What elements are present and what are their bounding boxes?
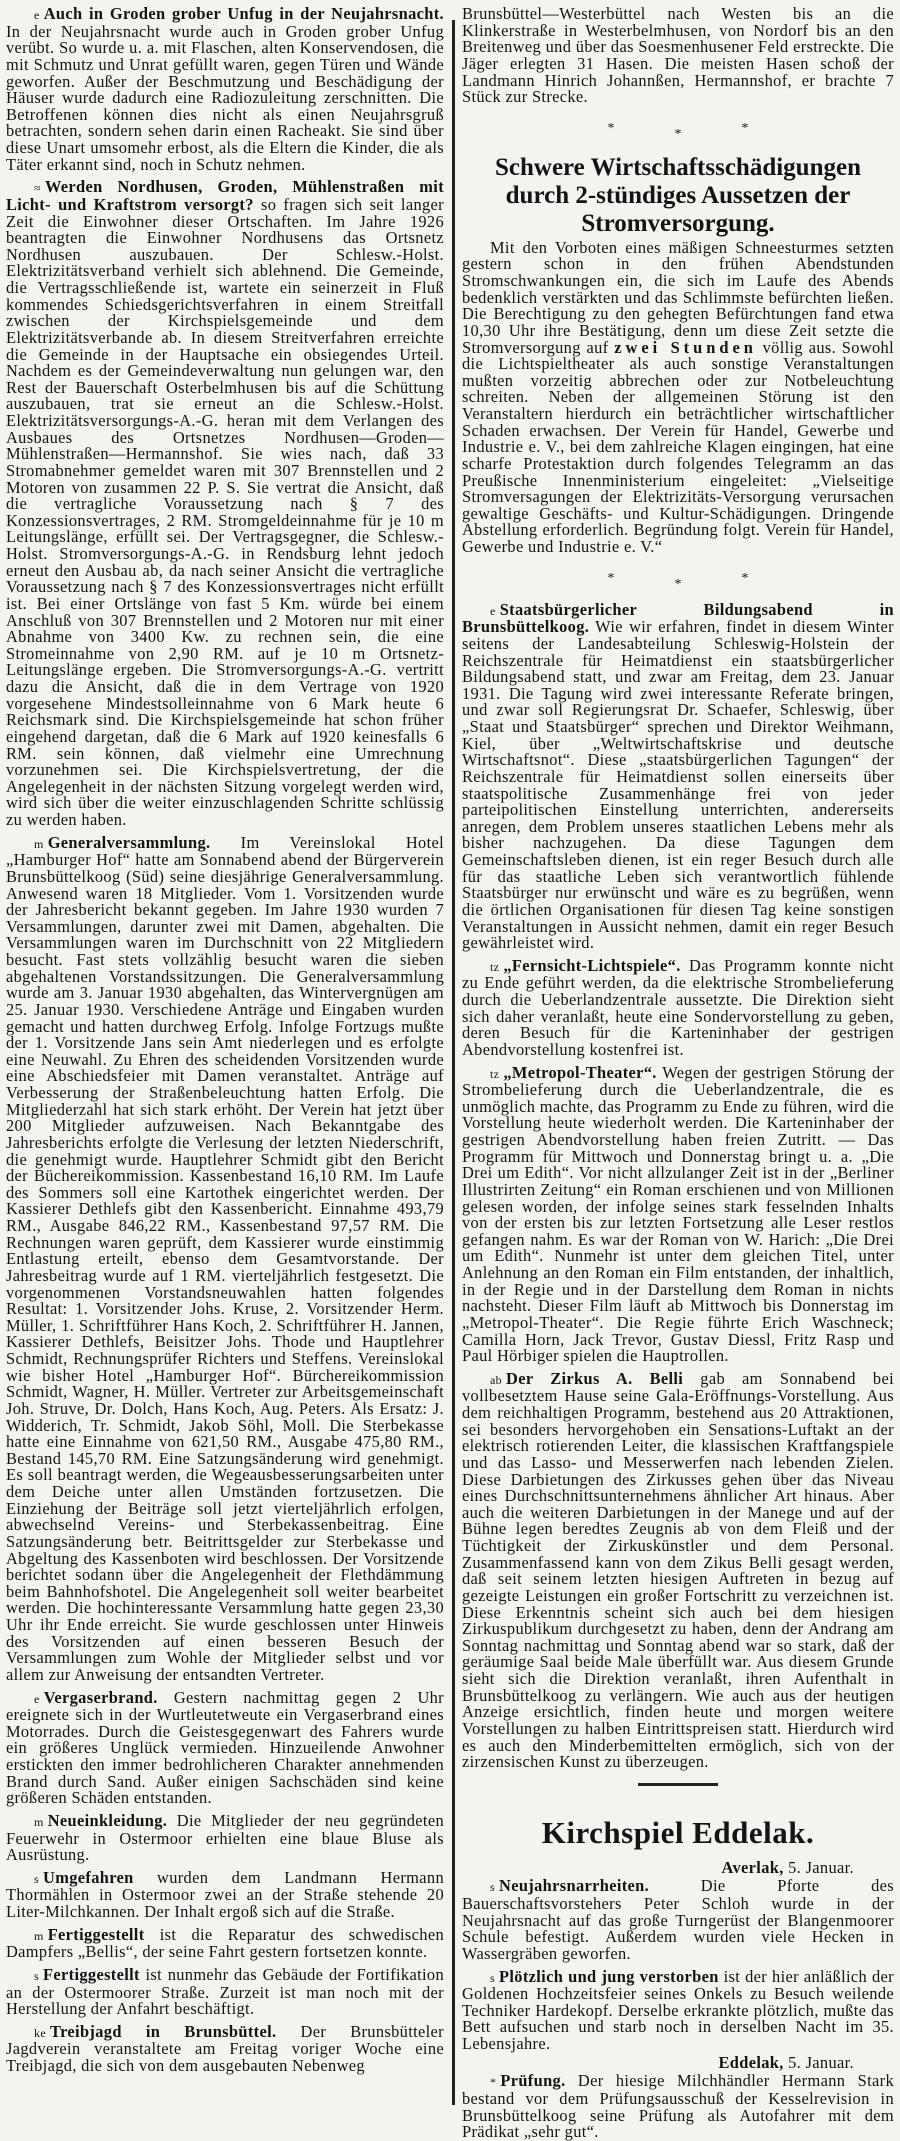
item-body: Die Pforte des Bauerschaftsvorstehers Peter Schloh wurde in der Neujahrsnacht auf das große Turngerüst der Blangenmoorer Schule befestigt. Außerdem wurden viele Hecken in Wassergräben geworfen. — [462, 1876, 894, 1963]
item-body: so fragen sich seit langer Zeit die Einwohner dieser Ortschaften. Im Jahre 1926 beantragten die Einwohner Nordhusens das Ortsnetz Nordhusen auszubauen. Der Schlesw.-Holst. Elektrizitätsverband verhielt sich ablehnend. Die Gemeinde, die Vertragsschließende ist, wartete ein seinerzeit in Fluß kommendes Schiedsgerichtsverfahren in einem Streitfall zwischen der Kirchspielsgemeinde und dem Elektrizitätsverbande ab. In diesem Streitverfahren erreichte die Gemeinde in der Hauptsache ein obsiegendes Urteil. Nachdem es der Gemeindeverwaltung nun gelungen war, den Rest der Bauerschaft Osterbelmhusen bis auf die Schüttung auszubauen, trat sie erneut an die Schlesw.-Holst. Elektrizitätsversorgungs-A.-G. heran mit dem Verlangen des Ausbaues des Ortsnetzes Nordhusen—Groden—Mühlenstraßen—Hermannshof. Sie wies nach, daß 33 Stromabnehmer gemeldet waren mit 307 Brennstellen und 2 Motoren von zusammen 22 P. S. Sie vertrat die Ansicht, daß die vertragliche Voraussetzung nach § 7 des Konzessionsvertrages, 2 RM. Stromgeldeinnahme für je 10 m Leitungslänge, erfüllt sei. Der Vertragsgegner, die Schlesw.-Holst. Stromversorgungs-A.-G. in Rendsburg lehnt jedoch erneut den Ausbau ab, da nach seiner Ansicht die vertragliche Voraussetzung nach § 7 des Konzessionsvertrages nicht erfüllt ist. Bei einer Ortslänge von fast 5 Km. würde bei einem Anschluß von 307 Brennstellen und 2 Motoren nur mit einer Abnahme von 3400 Kw. zu rechnen sein, die eine Stromeinnahme von 2,90 RM. auf je 10 m Ortsnetz-Leitungslänge ergeben. Die Stromversorgungs-A.-G. vertritt dazu die Ansicht, daß die in dem Vertrage von 1920 vorgesehene Mindestsolleinnahme von 6 Mark heute 6 Reichsmark sind. Die Kirchspielsgemeinde hat schon früher eingehend dargetan, daß die 6 Mark auf 1920 keinesfalls 6 RM. sein können, daß vielmehr eine Umrechnung vorzunehmen sei. Die Kirchspielsvertretung, der die Angelegenheit in der nächsten Sitzung vorgelegt werden wird, wird sich über die weiter einzuschlagenden Schritte schlüssig zu werden haben. — [6, 194, 444, 829]
item-lead: Vergaserbrand. — [43, 1687, 158, 1707]
item-lead: Neueinkleidung. — [47, 1810, 168, 1830]
item-lead: Der Zirkus A. Belli — [506, 1368, 684, 1388]
item-marker: ≈ — [34, 181, 41, 196]
item-body: Wie wir erfahren, findet in diesem Winter seitens der Landesabteilung Schleswig-Holstein der Reichszentrale für Heimatdienst ein staatsbürgerlicher Bildungsabend statt, und zwar am Freitag, dem 23. Januar 1931. Die Tagung wird zwei interessante Referate bringen, und zwar soll Regierungsrat Dr. Schaefer, Schleswig, über „Staat und Staatsbürger“ sprechen und Direktor Weihmann, Kiel, über „Weltwirtschaftskrise und deutsche Wirtschaftsnot“. Diese „staatsbürgerlichen Tagungen“ der Reichszentrale für Heimatdienst sollen einerseits über staatspolitische Zusammenhänge frei von jeder parteipolitischen Einstellung unterrichten, andererseits anregen, dem Problem unseres staatlichen Lebens mehr als bisher nachzugehen. Da diese Tagungen dem Gemeinschaftsleben dienen, ist ein reger Besuch durch alle für das staatliche Leben sich verantwortlich fühlende Staatsbürger nur erwünscht und wäre es zu begrüßen, wenn die örtlichen Organisationen für diesen Tag keine sonstigen Veranstaltungen in Aussicht nehmen, damit ein reger Besuch gewährleistet wird. — [462, 617, 894, 953]
item-body: ist die Reparatur des schwedischen Dampfers „Bellis“, der seine Fahrt gestern fortsetzen konnte. — [6, 1924, 444, 1962]
item-lead: Fertiggestellt — [47, 1924, 145, 1944]
star-icon: * — [741, 120, 809, 136]
news-item — [6, 6, 444, 173]
news-item — [462, 2073, 894, 2141]
continued-article-text: Brunsbüttel—Westerbüttel nach Westen bis an die Klinkerstraße in Westerbelmhusen, von Nordorf bis an den Breitenweg und über das Soesmenhusener Feld erstreckte. Die Jäger erlegten 31 Hasen. Die meisten Hasen schoß der Landmann Hinrich Johannßen, Hermannshof, er brachte 7 Stück zur Strecke. — [462, 4, 894, 107]
item-lead: Fertiggestellt — [43, 1964, 140, 1984]
item-marker: tz — [490, 1066, 500, 1081]
item-lead: Werden Nordhusen, Groden, Mühlenstraßen mit Licht- und Kraftstrom versorgt? — [6, 177, 444, 214]
item-body: Der hiesige Milchhändler Hermann Stark bestand vor dem Prüfungsausschuß der Kesselrevision in Brunsbüttelkoog seine Prüfung als Autofahrer mit dem Prädikat „sehr gut“. — [462, 2071, 894, 2141]
item-lead: Umgefahren — [43, 1867, 134, 1887]
item-body: Im Vereinslokal Hotel „Hamburger Hof“ hatte am Sonnabend abend der Bürgerverein Brunsbüttelkoog (Süd) seine diesjährige Generalversammlung. Anwesend waren 18 Mitglieder. Vom 1. Vorsitzenden wurde der Jahresbericht bekannt gegeben. Im Jahre 1930 wurden 7 Versammlungen, darunter zwei mit Damen, abgehalten. Die Versammlungen waren im Durchschnitt von 22 Mitgliedern besucht. Fast stets vollzählig besucht waren die sieben abgehaltenen Vorstandssitzungen. Die Generalversammlung wurde am 3. Januar 1930 abgehalten, das Wintervergnügen am 25. Januar 1930. Verschiedene Anträge und Eingaben wurden gemacht und hatten durchweg Erfolg. Infolge Fortzugs mußte der 1. Vorsitzende Jans sein Amt niederlegen und es erfolgte eine Neuwahl. Zu Ehren des scheidenden Vorsitzenden wurde eine Abschiedsfeier mit Damen veranstaltet. Anträge auf Verbesserung der Straßenbeleuchtung hatten Erfolg. Die Mitgliederzahl hat sich stark erhöht. Der Verein hat jetzt über 200 Mitglieder aufzuweisen. Nach Bekanntgabe des Jahresberichts erfolgte die Verlesung der letzten Niederschrift, die genehmigt wurde. Hauptlehrer Schmidt gibt den Bericht der Büchereikommission. Kassenbestand 16,10 RM. Im Laufe des Sommers soll eine Kartothek eingerichtet werden. Der Kassierer Dethlefs gibt den Kassenbericht. Einnahme 493,79 RM., Ausgabe 846,22 RM., Kassenbestand 97,57 RM. Die Rechnungen waren geprüft, dem Kassierer wurde einstimmig Entlastung erteilt, ebenso dem Gesamtvorstande. Der Jahresbeitrag wurde auf 1 RM. vierteljährlich festgesetzt. Die vorgenommenen Vorstandsneuwahlen hatten folgendes Resultat: 1. Vorsitzender Johs. Kruse, 2. Vorsitzender Herm. Müller, 1. Schriftführer Hans Koch, 2. Schriftführer H. Jannen, Kassierer Dethlefs, Beisitzer Johs. Thode und Hauptlehrer Schmidt, Rechnungsprüfer Richters und Steffens. Vereinslokal wie bisher Hotel „Hamburger Hof“. Bürchereikommission Schmidt, Wagner, H. Müller. Vertreter zur Arbeitsgemeinschaft Joh. Struve, Dr. Dolch, Hans Koch, Aug. Peters. Als Ersatz: J. Widderich, Tr. Schmidt, Jakob Söhl, Moll. Die Sterbekasse hatte eine Einnahme von 621,50 RM., Ausgabe 475,80 RM., Bestand 145,70 RM. Eine Satzungsänderung wird genehmigt. Es soll beantragt werden, die Wegeausbesserungsarbeiten unter dem Deiche unter allen Umständen fortzusetzen. Die Einziehung der Beiträge soll jetzt vierteljährlich erfolgen, abwechselnd Vereins- und Sterbekassenbeitrag. Eine Satzungsänderung betr. Beitrittsgelder zur Sterbekasse und Abgeltung des Kassenboten wird beschlossen. Der Vorsitzende berichtet sodann über die Angelegenheit der Flethdämmung beim Bahnhofshotel. Die Angelegenheit soll weiter bearbeitet werden. Die hochinteressante Versammlung hatte gegen 23,30 Uhr ihr Ende erreicht. Sie wurde geschlossen unter Hinweis des Vorsitzenden auf einen besseren Besuch der Versammlungen zum Wohle der Mitglieder selbst und vor allem zur Anweisung der entsandten Vertreter. — [6, 832, 444, 1684]
news-item — [462, 1966, 894, 2053]
item-marker: s — [34, 1968, 40, 1983]
item-lead: Auch in Groden grober Unfug in der Neujahrsnacht. — [43, 4, 444, 23]
news-item — [462, 955, 894, 1059]
averlak-articles — [462, 1878, 894, 2052]
news-item — [6, 1924, 444, 1962]
star-icon: * — [674, 126, 742, 142]
item-marker: s — [490, 1970, 496, 1985]
news-item — [6, 1687, 444, 1808]
news-item — [6, 832, 444, 1684]
item-body: gab am Sonnabend bei vollbesetztem Hause seine Gala-Eröffnungs-Vorstellung. Aus dem reichhaltigen Programm, bestehend aus 20 Attraktionen, sei besonders hervorgehoben ein Sensations-Luftakt an der elektrisch rotierenden Leiter, die klassischen Kraftfangspiele und das Lasso- und Messerwerfen nach lebenden Zielen. Diese Darbietungen des Zirkusses gehen über das Niveau eines Durchschnittsunternehmens ähnlicher Art hinaus. Aber auch die weiteren Darbietungen in der Manege und auf der Bühne legen beredtes Zeugnis ab von dem Fleiß und der Tüchtigkeit der Zirkuskünstler und dem Personal. Zusammenfassend kann von dem Zikus Belli gesagt werden, daß seit seinem letzten hiesigen Auftreten in bezug auf gezeigte Leistungen ein großer Fortschritt zu verzeichnen ist. Diese Erkenntnis scheint sich auch bei dem hiesigen Zirkuspublikum durchgesetzt zu haben, denn der Andrang am Sonntag nachmittag und Sonntag abend war so stark, daß der geräumige Saal beide Male überfüllt war. Aus diesem Grunde sieht sich die Direktion veranlaßt, ihren Aufenthalt in Brunsbüttelkoog zu verlängern. Wie auch aus der heutigen Anzeige ersichtlich, finden heute und morgen weitere Vorstellungen zu halben Eintrittspreisen statt. Hierdurch wird es auch den Minderbemittelten ermöglich, sich von der zirzensischen Kunst zu überzeugen. — [462, 1368, 894, 1772]
news-item — [6, 179, 444, 828]
item-body: Wegen der gestrigen Störung der Strombelieferung durch die Ueberlandzentrale, die es unmöglich machte, das Programm zu Ende zu führen, wird die Vorstellung heute wiederholt werden. Die Karteninhaber der gestrigen Abendvorstellung haben freien Zutritt. — Das Programm für Mittwoch und Donnerstag bringt u. a. „Die Drei um Edith“. Vor nicht allzulanger Zeit ist in der „Berliner Illustrirten Zeitung“ ein Roman erschienen und von Millionen gelesen worden, der infolge seines stark fesselnden Inhalts von der ersten bis zur letzten Fortsetzung alle Leser restlos gefangen nahm. Es war der Roman von W. Harich: „Die Drei um Edith“. Nunmehr ist unter dem gleichen Titel, unter Anlehnung an den Roman ein Film entstanden, der inhaltlich, in der Regie und in der Darstellung dem Roman in nichts nachsteht. Dieser Film läuft ab Mittwoch bis Donnerstag im „Metropol-Theater“. Die Regie führte Erich Waschneck; Camilla Horn, Jack Trevor, Gustav Diessl, Fritz Rasp und Paul Hörbiger spielen die Hauptrollen. — [462, 1062, 894, 1366]
item-marker: ab — [490, 1372, 503, 1387]
column-divider — [452, 20, 455, 2105]
section-title: Kirchspiel Eddelak. — [541, 1814, 815, 1850]
item-lead: „Metropol-Theater“. — [503, 1062, 657, 1082]
item-lead: Generalversammlung. — [47, 832, 211, 852]
item-marker: m — [34, 1814, 44, 1829]
item-marker: ke — [34, 2025, 47, 2040]
news-item — [6, 1964, 444, 2019]
star-icon: * — [674, 576, 742, 592]
news-item — [462, 1368, 894, 1772]
main-headline: Schwere Wirtschaftsschädigungen durch 2-stündiges Aussetzen der Stromversorgung. — [494, 153, 861, 237]
item-lead: Neujahrsnarrheiten. — [499, 1876, 650, 1896]
eddelak-articles — [462, 2073, 894, 2141]
main-story-body: Mit den Vorboten eines mäßigen Schneesturmes setzten gestern schon in den frühen Abendstunden Stromschwankungen ein, die sich im Laufe des Abends bedenklich verstärkten und das Schlimmste befürchten ließen. Die Berechtigung zu den gehegten Befürchtungen fand etwa 10,30 Uhr ihre Bestätigung, denn um diese Zeit setzte die Stromversorgung auf zwei Stunden völlig aus. Sowohl die Lichtspieltheater als auch sonstige Veranstaltungen mußten vorzeitig abbrechen oder zur Notbeleuchtung schreiten. Neben der allgemeinen Störung ist den Veranstaltern hierdurch ein beträchtlicher wirtschaftlicher Schaden erwachsen. Der Verein für Handel, Gewerbe und Industrie e. V., bei dem zahlreiche Klagen eingingen, hat eine scharfe Protestaktion durch folgendes Telegramm an das Preußische Innenministerium eingeleitet: „Vielseitige Stromversagungen der Elektrizitäts-Versorgung verursachen gewaltige Geschäfts- und Kultur-Schädigungen. Dringende Abstellung erforderlich. Begründung folgt. Verein für Handel, Gewerbe und Industrie e. V.“ — [462, 237, 894, 556]
left-column — [6, 6, 444, 2075]
star-icon: * — [607, 120, 675, 136]
section-rule — [638, 1783, 718, 1786]
item-lead: Plötzlich und jung verstorben — [499, 1966, 719, 1986]
item-body: Die Mitglieder der neu gegründeten Feuerwehr in Ostermoor erhielten eine blaue Bluse als Ausrüstung. — [6, 1810, 444, 1865]
item-body: ist der hier anläßlich der Goldenen Hochzeitsfeier seines Onkels zu Besuch weilende Techniker Hardekopf. Derselbe erkrankte plötzlich, mußte das Bett aufsuchen und starb noch in derselben Nacht im 35. Lebensjahre. — [462, 1966, 894, 2053]
item-body: wurden dem Landmann Hermann Thormählen in Ostermoor zwei an der Straße stehende 20 Liter-Milchkannen. Der Inhalt ergoß sich auf die Straße. — [6, 1867, 444, 1921]
dateline-eddelak: Eddelak, 5. Januar. — [718, 2052, 854, 2072]
news-item — [6, 2021, 444, 2075]
item-marker: e — [490, 603, 496, 618]
news-item — [462, 1878, 894, 1962]
item-lead: „Fernsicht-Lichtspiele“. — [503, 955, 681, 975]
right-articles — [462, 599, 894, 1772]
item-body: Das Programm konnte nicht zu Ende geführt werden, da die elektrische Strombelieferung durch die Ueberlandzentrale aussetzte. Die Direktion sieht sich daher veranlaßt, heute eine Sondervorstellung zu geben, deren Besuch für die Karteninhaber der gestrigen Abendvorstellung kostenfrei ist. — [462, 955, 894, 1059]
news-item — [6, 1867, 444, 1921]
item-marker: s — [490, 1880, 496, 1895]
separator-stars — [462, 570, 894, 592]
item-marker: * — [490, 2075, 497, 2090]
item-marker: s — [34, 1871, 40, 1886]
item-body: Der Brunsbütteler Jagdverein veranstaltete am Freitag voriger Woche eine Treibjagd, die sich von dem ausgebauten Nebenweg — [6, 2021, 444, 2075]
item-marker: m — [34, 1928, 44, 1943]
item-body: Gestern nachmittag gegen 2 Uhr ereignete sich in der Wurtleutetweute ein Vergaserbrand eines Motorrades. Durch die Geistesgegenwart des Fahrers wurde ein größeres Unglück vermieden. Hinzueilende Anwohner erstickten den immer bedrohlicheren Charakter annehmenden Brand durch Sand. Außer einigen Sachschäden sind keine größeren Schäden entstanden. — [6, 1687, 444, 1808]
news-item — [462, 599, 894, 953]
item-marker: e — [34, 1691, 40, 1706]
news-item — [462, 1062, 894, 1366]
item-marker: m — [34, 836, 44, 851]
dateline-averlak: Averlak, 5. Januar. — [721, 1857, 854, 1877]
right-column — [462, 6, 894, 2141]
separator-stars — [462, 120, 894, 142]
star-icon: * — [607, 570, 675, 586]
item-body: In der Neujahrsnacht wurde auch in Groden grober Unfug verübt. So wurde u. a. mit Flaschen, alten Konservendosen, die mit Schmutz und Unrat gefüllt waren, gegen Türen und Wände geworfen. Außer der Beschmutzung und Beschädigung der Häuser wurde dadurch eine Radiozuleitung zerschnitten. Die Betroffenen können dies nicht als einen Neujahrsgruß betrachten, sondern sehen darin einen Racheakt. Sie sind über diese Unart umsomehr erbost, als die Eltern die Kinder, die als Täter erkannt sind, noch in Schutz nehmen. — [6, 21, 444, 174]
item-lead: Staatsbürgerlicher Bildungsabend in Brunsbüttelkoog. — [462, 599, 894, 637]
item-marker: e — [34, 8, 40, 22]
news-item — [6, 1810, 444, 1865]
item-marker: tz — [490, 959, 500, 974]
item-lead: Prüfung. — [500, 2071, 566, 2091]
star-icon: * — [741, 570, 809, 586]
item-lead: Treibjagd in Brunsbüttel. — [50, 2021, 277, 2041]
item-body: ist nunmehr das Gebäude der Fortifikation an der Ostermoorer Straße. Zurzeit ist man noch mit der Herstellung der Anfahrt beschäftigt. — [6, 1964, 444, 2019]
